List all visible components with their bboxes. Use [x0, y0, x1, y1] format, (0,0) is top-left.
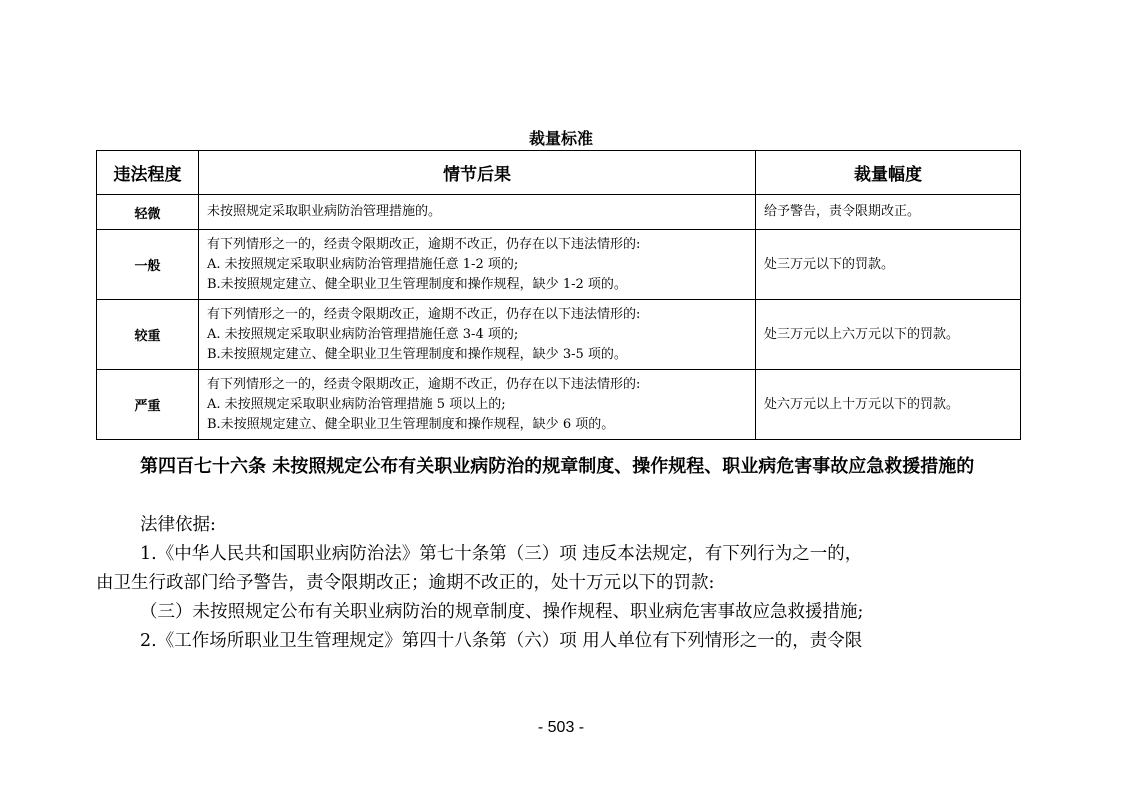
- paragraph-1-line-2: 由卫生行政部门给予警告，责令限期改正；逾期不改正的，处十万元以下的罚款:: [96, 573, 715, 593]
- penalty-cell: 给予警告，责令限期改正。: [756, 195, 1021, 230]
- consequence-cell: [199, 195, 756, 230]
- consequence-line: 有下列情形之一的，经责令限期改正，逾期不改正，仍存在以下违法情形的:: [207, 376, 641, 392]
- consequence-line: A. 未按照规定采取职业病防治管理措施 5 项以上的;: [207, 396, 506, 412]
- header-violation-degree: 违法程度: [97, 151, 199, 195]
- consequence-line: 未按照规定采取职业病防治管理措施的。: [207, 204, 442, 219]
- table-row: [97, 370, 1021, 440]
- legal-basis-label: 法律依据:: [140, 515, 216, 535]
- consequence-cell: [199, 300, 756, 370]
- violation-level: 轻微: [97, 195, 199, 230]
- article-heading: 第四百七十六条 未按照规定公布有关职业病防治的规章制度、操作规程、职业病危害事故应急救援措施的: [140, 456, 975, 477]
- table-title: 裁量标准: [528, 129, 593, 148]
- paragraph-3: 2.《工作场所职业卫生管理规定》第四十八条第（六）项 用人单位有下列情形之一的，责令限: [140, 631, 863, 651]
- consequence-line: A. 未按照规定采取职业病防治管理措施任意 3-4 项的;: [207, 326, 519, 342]
- violation-level: 一般: [97, 230, 199, 300]
- consequence-line: B.未按照规定建立、健全职业卫生管理制度和操作规程，缺少 1-2 项的。: [207, 276, 627, 292]
- violation-level: 较重: [97, 300, 199, 370]
- table-header-row: [97, 151, 1021, 195]
- consequence-line: B.未按照规定建立、健全职业卫生管理制度和操作规程，缺少 3-5 项的。: [207, 346, 627, 362]
- penalty-cell: 处六万元以上十万元以下的罚款。: [756, 370, 1021, 440]
- table-row: [97, 195, 1021, 230]
- consequence-cell: [199, 370, 756, 440]
- page-number: - 503 -: [537, 719, 585, 736]
- paragraph-1-line-1: 1.《中华人民共和国职业病防治法》第七十条第（三）项 违反本法规定，有下列行为之一的，: [140, 544, 863, 564]
- discretion-standard-table: [96, 150, 1021, 440]
- header-circumstances: 情节后果: [199, 151, 756, 195]
- paragraph-2: （三）未按照规定公布有关职业病防治的规章制度、操作规程、职业病危害事故应急救援措施;: [140, 602, 864, 622]
- header-penalty-range: 裁量幅度: [756, 151, 1021, 195]
- violation-level: 严重: [97, 370, 199, 440]
- penalty-cell: 处三万元以下的罚款。: [756, 230, 1021, 300]
- consequence-line: 有下列情形之一的，经责令限期改正，逾期不改正，仍存在以下违法情形的:: [207, 236, 641, 252]
- consequence-cell: [199, 230, 756, 300]
- table-row: [97, 230, 1021, 300]
- consequence-line: A. 未按照规定采取职业病防治管理措施任意 1-2 项的;: [207, 256, 519, 272]
- consequence-line: B.未按照规定建立、健全职业卫生管理制度和操作规程，缺少 6 项的。: [207, 416, 615, 432]
- consequence-line: 有下列情形之一的，经责令限期改正，逾期不改正，仍存在以下违法情形的:: [207, 306, 641, 322]
- table-row: [97, 300, 1021, 370]
- penalty-cell: 处三万元以上六万元以下的罚款。: [756, 300, 1021, 370]
